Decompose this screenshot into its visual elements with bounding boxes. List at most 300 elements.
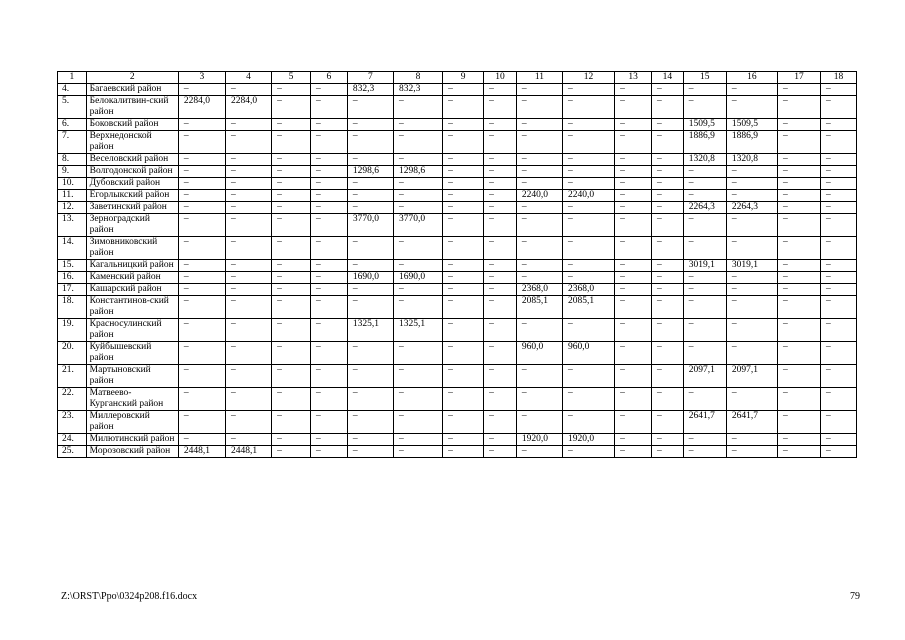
value-cell: – bbox=[484, 342, 517, 365]
value-cell: – bbox=[272, 284, 311, 296]
value-cell: – bbox=[272, 166, 311, 178]
value-cell: – bbox=[652, 131, 684, 154]
value-cell: – bbox=[821, 411, 857, 434]
value-cell: – bbox=[443, 178, 484, 190]
row-number: 4. bbox=[58, 84, 87, 96]
value-cell: – bbox=[225, 411, 271, 434]
table-row bbox=[58, 84, 857, 96]
value-cell: – bbox=[683, 446, 726, 458]
value-cell: – bbox=[225, 202, 271, 214]
value-cell: – bbox=[562, 119, 614, 131]
value-cell: – bbox=[347, 434, 393, 446]
value-cell: – bbox=[821, 84, 857, 96]
value-cell: – bbox=[726, 96, 777, 119]
value-cell: – bbox=[484, 365, 517, 388]
value-cell: – bbox=[272, 411, 311, 434]
row-number: 11. bbox=[58, 190, 87, 202]
column-header: 1 bbox=[58, 72, 87, 84]
value-cell: – bbox=[484, 178, 517, 190]
value-cell: – bbox=[726, 284, 777, 296]
value-cell: – bbox=[615, 237, 652, 260]
value-cell: – bbox=[178, 365, 225, 388]
value-cell: – bbox=[778, 284, 821, 296]
value-cell: – bbox=[516, 260, 562, 272]
value-cell: – bbox=[178, 119, 225, 131]
value-cell: – bbox=[393, 154, 442, 166]
value-cell: – bbox=[272, 434, 311, 446]
value-cell: 2085,1 bbox=[562, 296, 614, 319]
value-cell: – bbox=[484, 190, 517, 202]
value-cell: – bbox=[615, 446, 652, 458]
table-row bbox=[58, 131, 857, 154]
value-cell: – bbox=[778, 365, 821, 388]
value-cell: – bbox=[484, 296, 517, 319]
value-cell: 2284,0 bbox=[225, 96, 271, 119]
value-cell: 2641,7 bbox=[726, 411, 777, 434]
value-cell: – bbox=[310, 84, 347, 96]
value-cell: – bbox=[443, 166, 484, 178]
value-cell: – bbox=[778, 131, 821, 154]
value-cell: – bbox=[562, 202, 614, 214]
value-cell: – bbox=[562, 154, 614, 166]
value-cell: – bbox=[443, 365, 484, 388]
value-cell: – bbox=[484, 319, 517, 342]
table-row bbox=[58, 434, 857, 446]
value-cell: 1298,6 bbox=[347, 166, 393, 178]
value-cell: – bbox=[347, 446, 393, 458]
district-name: Матвеево-Курганский район bbox=[86, 388, 178, 411]
value-cell: – bbox=[443, 319, 484, 342]
value-cell: – bbox=[310, 342, 347, 365]
value-cell: – bbox=[821, 272, 857, 284]
value-cell: – bbox=[821, 214, 857, 237]
value-cell: – bbox=[821, 342, 857, 365]
value-cell: – bbox=[310, 131, 347, 154]
value-cell: 2264,3 bbox=[726, 202, 777, 214]
value-cell: – bbox=[726, 166, 777, 178]
column-header: 17 bbox=[778, 72, 821, 84]
value-cell: – bbox=[347, 178, 393, 190]
value-cell: – bbox=[178, 388, 225, 411]
value-cell: – bbox=[821, 365, 857, 388]
column-header: 13 bbox=[615, 72, 652, 84]
value-cell: 2097,1 bbox=[683, 365, 726, 388]
value-cell: – bbox=[652, 119, 684, 131]
value-cell: 832,3 bbox=[393, 84, 442, 96]
value-cell: – bbox=[778, 411, 821, 434]
value-cell: – bbox=[272, 319, 311, 342]
value-cell: – bbox=[821, 154, 857, 166]
value-cell: – bbox=[225, 237, 271, 260]
value-cell: – bbox=[484, 84, 517, 96]
value-cell: – bbox=[778, 154, 821, 166]
value-cell: 1320,8 bbox=[726, 154, 777, 166]
value-cell: – bbox=[652, 260, 684, 272]
value-cell: – bbox=[778, 260, 821, 272]
value-cell: – bbox=[778, 214, 821, 237]
value-cell: – bbox=[443, 434, 484, 446]
value-cell: – bbox=[615, 119, 652, 131]
value-cell: – bbox=[443, 190, 484, 202]
value-cell: – bbox=[778, 272, 821, 284]
row-number: 22. bbox=[58, 388, 87, 411]
value-cell: – bbox=[652, 202, 684, 214]
value-cell: – bbox=[652, 319, 684, 342]
value-cell: – bbox=[652, 178, 684, 190]
value-cell: – bbox=[310, 119, 347, 131]
value-cell: – bbox=[272, 190, 311, 202]
value-cell: – bbox=[225, 119, 271, 131]
table-row bbox=[58, 365, 857, 388]
column-header: 11 bbox=[516, 72, 562, 84]
value-cell: – bbox=[726, 190, 777, 202]
value-cell: – bbox=[347, 296, 393, 319]
value-cell: – bbox=[443, 296, 484, 319]
value-cell: – bbox=[562, 214, 614, 237]
value-cell: – bbox=[443, 84, 484, 96]
value-cell: – bbox=[821, 190, 857, 202]
value-cell: – bbox=[615, 131, 652, 154]
value-cell: – bbox=[516, 84, 562, 96]
value-cell: – bbox=[778, 119, 821, 131]
value-cell: – bbox=[821, 446, 857, 458]
value-cell: – bbox=[310, 296, 347, 319]
value-cell: – bbox=[443, 154, 484, 166]
value-cell: – bbox=[615, 319, 652, 342]
district-name: Веселовский район bbox=[86, 154, 178, 166]
value-cell: – bbox=[516, 446, 562, 458]
value-cell: – bbox=[178, 178, 225, 190]
value-cell: – bbox=[821, 296, 857, 319]
value-cell: 1920,0 bbox=[516, 434, 562, 446]
value-cell: – bbox=[778, 296, 821, 319]
value-cell: – bbox=[310, 388, 347, 411]
value-cell: – bbox=[393, 237, 442, 260]
value-cell: – bbox=[225, 84, 271, 96]
value-cell: – bbox=[652, 84, 684, 96]
value-cell: – bbox=[615, 388, 652, 411]
value-cell: – bbox=[562, 411, 614, 434]
value-cell: – bbox=[683, 388, 726, 411]
value-cell: – bbox=[393, 365, 442, 388]
value-cell: – bbox=[726, 319, 777, 342]
value-cell: – bbox=[683, 284, 726, 296]
district-name: Кагальницкий район bbox=[86, 260, 178, 272]
value-cell: – bbox=[562, 446, 614, 458]
table-row bbox=[58, 342, 857, 365]
value-cell: – bbox=[225, 190, 271, 202]
value-cell: – bbox=[821, 119, 857, 131]
value-cell: – bbox=[484, 166, 517, 178]
value-cell: – bbox=[393, 119, 442, 131]
value-cell: 2284,0 bbox=[178, 96, 225, 119]
table-row bbox=[58, 446, 857, 458]
district-name: Куйбышевский район bbox=[86, 342, 178, 365]
row-number: 14. bbox=[58, 237, 87, 260]
value-cell: – bbox=[652, 96, 684, 119]
value-cell: – bbox=[778, 342, 821, 365]
value-cell: – bbox=[683, 96, 726, 119]
value-cell: – bbox=[516, 119, 562, 131]
column-header: 14 bbox=[652, 72, 684, 84]
value-cell: – bbox=[443, 388, 484, 411]
value-cell: – bbox=[821, 96, 857, 119]
value-cell: – bbox=[310, 154, 347, 166]
value-cell: – bbox=[683, 84, 726, 96]
table-row bbox=[58, 272, 857, 284]
value-cell: – bbox=[726, 178, 777, 190]
value-cell: – bbox=[178, 434, 225, 446]
value-cell: – bbox=[615, 178, 652, 190]
value-cell: – bbox=[484, 434, 517, 446]
value-cell: – bbox=[484, 119, 517, 131]
column-header: 5 bbox=[272, 72, 311, 84]
value-cell: – bbox=[516, 365, 562, 388]
row-number: 16. bbox=[58, 272, 87, 284]
value-cell: – bbox=[347, 96, 393, 119]
row-number: 24. bbox=[58, 434, 87, 446]
value-cell: – bbox=[310, 96, 347, 119]
value-cell: – bbox=[683, 214, 726, 237]
value-cell: – bbox=[484, 446, 517, 458]
value-cell: – bbox=[652, 154, 684, 166]
value-cell: – bbox=[484, 284, 517, 296]
value-cell: 1886,9 bbox=[726, 131, 777, 154]
value-cell: – bbox=[726, 446, 777, 458]
value-cell: – bbox=[225, 434, 271, 446]
row-number: 19. bbox=[58, 319, 87, 342]
value-cell: – bbox=[562, 178, 614, 190]
value-cell: – bbox=[310, 237, 347, 260]
table-row bbox=[58, 96, 857, 119]
value-cell: – bbox=[310, 190, 347, 202]
value-cell: – bbox=[778, 96, 821, 119]
value-cell: – bbox=[443, 342, 484, 365]
value-cell: 1325,1 bbox=[347, 319, 393, 342]
table-row bbox=[58, 319, 857, 342]
value-cell: – bbox=[615, 272, 652, 284]
value-cell: – bbox=[393, 342, 442, 365]
value-cell: – bbox=[562, 84, 614, 96]
row-number: 15. bbox=[58, 260, 87, 272]
value-cell: – bbox=[178, 166, 225, 178]
district-name: Багаевский район bbox=[86, 84, 178, 96]
value-cell: – bbox=[347, 154, 393, 166]
value-cell: – bbox=[652, 388, 684, 411]
column-header: 4 bbox=[225, 72, 271, 84]
row-number: 10. bbox=[58, 178, 87, 190]
value-cell: – bbox=[178, 411, 225, 434]
value-cell: – bbox=[615, 434, 652, 446]
value-cell: – bbox=[443, 131, 484, 154]
value-cell: 3019,1 bbox=[683, 260, 726, 272]
value-cell: – bbox=[615, 96, 652, 119]
value-cell: – bbox=[443, 260, 484, 272]
column-header: 9 bbox=[443, 72, 484, 84]
row-number: 6. bbox=[58, 119, 87, 131]
district-name: Каменский район bbox=[86, 272, 178, 284]
value-cell: 2448,1 bbox=[225, 446, 271, 458]
row-number: 5. bbox=[58, 96, 87, 119]
value-cell: – bbox=[443, 214, 484, 237]
value-cell: 1509,5 bbox=[726, 119, 777, 131]
value-cell: 2368,0 bbox=[562, 284, 614, 296]
table-row bbox=[58, 388, 857, 411]
value-cell: – bbox=[778, 237, 821, 260]
value-cell: – bbox=[516, 388, 562, 411]
value-cell: – bbox=[272, 214, 311, 237]
value-cell: – bbox=[516, 319, 562, 342]
value-cell: – bbox=[652, 434, 684, 446]
value-cell: – bbox=[615, 260, 652, 272]
value-cell: – bbox=[272, 260, 311, 272]
value-cell: – bbox=[821, 178, 857, 190]
value-cell: – bbox=[178, 202, 225, 214]
value-cell: – bbox=[393, 388, 442, 411]
value-cell: – bbox=[726, 237, 777, 260]
value-cell: – bbox=[443, 202, 484, 214]
value-cell: – bbox=[272, 296, 311, 319]
row-number: 12. bbox=[58, 202, 87, 214]
value-cell: – bbox=[225, 388, 271, 411]
value-cell: 1920,0 bbox=[562, 434, 614, 446]
value-cell: – bbox=[272, 178, 311, 190]
value-cell: – bbox=[225, 131, 271, 154]
district-name: Константинов-ский район bbox=[86, 296, 178, 319]
value-cell: 3019,1 bbox=[726, 260, 777, 272]
column-header: 15 bbox=[683, 72, 726, 84]
value-cell: – bbox=[821, 388, 857, 411]
value-cell: – bbox=[178, 214, 225, 237]
value-cell: – bbox=[821, 434, 857, 446]
value-cell: – bbox=[443, 237, 484, 260]
value-cell: – bbox=[652, 190, 684, 202]
value-cell: – bbox=[683, 272, 726, 284]
value-cell: – bbox=[652, 284, 684, 296]
value-cell: 2448,1 bbox=[178, 446, 225, 458]
value-cell: – bbox=[516, 237, 562, 260]
value-cell: – bbox=[683, 166, 726, 178]
value-cell: 960,0 bbox=[562, 342, 614, 365]
value-cell: – bbox=[683, 342, 726, 365]
value-cell: – bbox=[178, 131, 225, 154]
value-cell: – bbox=[562, 96, 614, 119]
value-cell: – bbox=[310, 202, 347, 214]
value-cell: – bbox=[443, 411, 484, 434]
value-cell: 1325,1 bbox=[393, 319, 442, 342]
value-cell: – bbox=[347, 202, 393, 214]
value-cell: – bbox=[484, 237, 517, 260]
value-cell: – bbox=[178, 190, 225, 202]
value-cell: – bbox=[310, 260, 347, 272]
value-cell: – bbox=[516, 202, 562, 214]
row-number: 18. bbox=[58, 296, 87, 319]
row-number: 7. bbox=[58, 131, 87, 154]
value-cell: – bbox=[443, 284, 484, 296]
value-cell: – bbox=[225, 319, 271, 342]
value-cell: – bbox=[178, 342, 225, 365]
value-cell: – bbox=[225, 154, 271, 166]
value-cell: – bbox=[562, 365, 614, 388]
value-cell: – bbox=[225, 296, 271, 319]
value-cell: – bbox=[443, 446, 484, 458]
table-row bbox=[58, 119, 857, 131]
value-cell: – bbox=[821, 131, 857, 154]
value-cell: – bbox=[178, 154, 225, 166]
value-cell: – bbox=[615, 296, 652, 319]
value-cell: – bbox=[443, 272, 484, 284]
table-row bbox=[58, 237, 857, 260]
row-number: 25. bbox=[58, 446, 87, 458]
value-cell: – bbox=[615, 342, 652, 365]
district-name: Миллеровский район bbox=[86, 411, 178, 434]
value-cell: – bbox=[821, 260, 857, 272]
value-cell: – bbox=[652, 411, 684, 434]
value-cell: – bbox=[615, 154, 652, 166]
value-cell: 2368,0 bbox=[516, 284, 562, 296]
value-cell: – bbox=[516, 166, 562, 178]
value-cell: – bbox=[225, 284, 271, 296]
district-name: Кашарский район bbox=[86, 284, 178, 296]
value-cell: – bbox=[225, 214, 271, 237]
value-cell: – bbox=[484, 388, 517, 411]
value-cell: – bbox=[178, 319, 225, 342]
value-cell: – bbox=[225, 342, 271, 365]
value-cell: – bbox=[310, 319, 347, 342]
value-cell: – bbox=[484, 96, 517, 119]
table-row bbox=[58, 296, 857, 319]
row-number: 13. bbox=[58, 214, 87, 237]
value-cell: – bbox=[272, 388, 311, 411]
row-number: 9. bbox=[58, 166, 87, 178]
value-cell: – bbox=[726, 272, 777, 284]
value-cell: – bbox=[821, 202, 857, 214]
value-cell: – bbox=[310, 411, 347, 434]
value-cell: – bbox=[726, 434, 777, 446]
value-cell: – bbox=[615, 166, 652, 178]
value-cell: – bbox=[652, 272, 684, 284]
value-cell: – bbox=[310, 434, 347, 446]
value-cell: – bbox=[615, 365, 652, 388]
value-cell: – bbox=[484, 154, 517, 166]
district-name: Милютинский район bbox=[86, 434, 178, 446]
value-cell: – bbox=[393, 131, 442, 154]
value-cell: – bbox=[272, 96, 311, 119]
value-cell: – bbox=[821, 284, 857, 296]
value-cell: – bbox=[484, 131, 517, 154]
column-header: 3 bbox=[178, 72, 225, 84]
value-cell: – bbox=[347, 131, 393, 154]
value-cell: – bbox=[178, 272, 225, 284]
value-cell: – bbox=[272, 131, 311, 154]
district-name: Красносулинский район bbox=[86, 319, 178, 342]
value-cell: – bbox=[516, 272, 562, 284]
value-cell: – bbox=[683, 190, 726, 202]
value-cell: 1509,5 bbox=[683, 119, 726, 131]
value-cell: – bbox=[562, 319, 614, 342]
value-cell: 2097,1 bbox=[726, 365, 777, 388]
value-cell: 2240,0 bbox=[562, 190, 614, 202]
value-cell: – bbox=[516, 178, 562, 190]
value-cell: – bbox=[310, 446, 347, 458]
file-path: Z:\ORST\Ppo\0324p208.f16.docx bbox=[61, 591, 198, 602]
district-name: Боковский район bbox=[86, 119, 178, 131]
value-cell: – bbox=[562, 272, 614, 284]
value-cell: 1690,0 bbox=[393, 272, 442, 284]
table-row bbox=[58, 284, 857, 296]
value-cell: – bbox=[562, 260, 614, 272]
value-cell: – bbox=[225, 178, 271, 190]
